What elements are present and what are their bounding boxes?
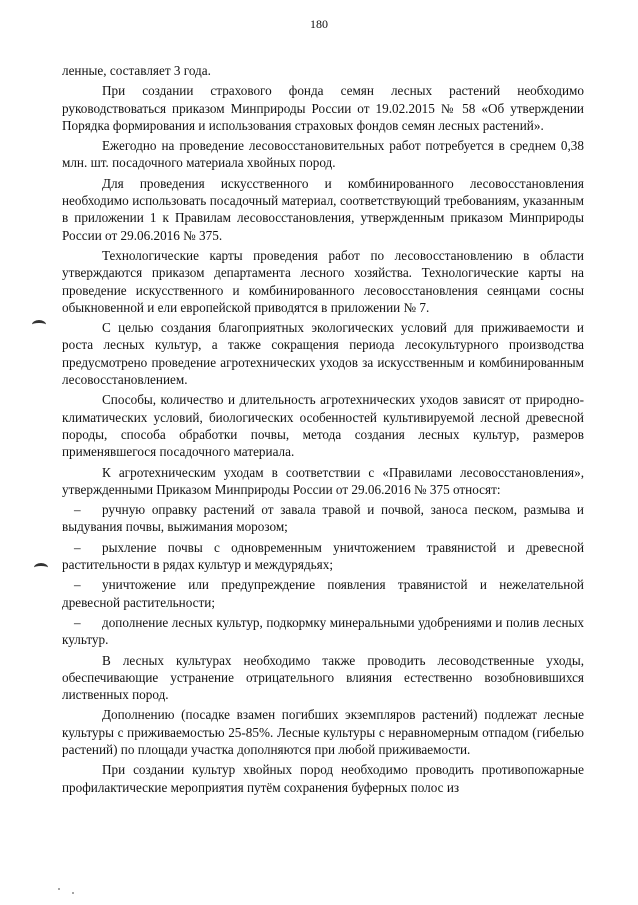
paragraph: ленные, составляет 3 года. <box>62 63 211 78</box>
list-dash: – <box>74 539 81 555</box>
paragraph: В лесных культурах необходимо также проводить лесоводственные уходы, обеспечивающие устранение отрицательного влияния естественно возобновившихся лиственных пород. <box>62 652 584 703</box>
paragraph: Способы, количество и длительность агротехнических уходов зависят от природно-климатических условий, биологических особенностей культивируемой лесной древесной породы, способа обработки почвы, метода создания лесных культур, размеров применявшегося посадочного материала. <box>62 392 584 460</box>
scan-artifact-mark <box>34 563 48 572</box>
document-body <box>62 62 584 799</box>
page-number: 180 <box>310 17 328 31</box>
paragraph: Дополнению (посадке взамен погибших экземпляров растений) подлежат лесные культуры с приживаемостью 25-85%. Лесные культуры с неравномерным отпадом (гибелью растений) по площади участка дополняются при любой приживаемости. <box>62 707 584 757</box>
list-item <box>62 539 584 574</box>
list-item-text: рыхление почвы с одновременным уничтожением травянистой и древесной растительности в рядах культур и междурядьях; <box>62 539 584 573</box>
paragraph: Ежегодно на проведение лесовосстановительных работ потребуется в среднем 0,38 млн. шт. посадочного материала хвойных пород. <box>62 138 584 171</box>
scan-artifact-mark <box>32 320 46 329</box>
paragraph: Технологические карты проведения работ по лесовосстановлению в области утверждаются приказом департамента лесного хозяйства. Технологические карты на проведение искусственного и комбинированного лесовосстановления сеянцами сосны обыкновенной и ели европейской приводятся в приложении № 7. <box>62 247 584 315</box>
list-dash: – <box>74 614 81 630</box>
list-dash: – <box>74 502 81 518</box>
list-item <box>62 501 584 536</box>
scan-dot <box>58 888 60 890</box>
paragraph: При создании страхового фонда семян лесных растений необходимо руководствоваться приказом Минприроды России от 19.02.2015 № 58 «Об утверждении Порядка формирования и использования страховых фондов семян лесных растений». <box>62 83 584 133</box>
paragraph: К агротехническим уходам в соответствии с «Правилами лесовосстановления», утвержденными Приказом Минприроды России от 29.06.2016 № 375 относят: <box>62 464 584 497</box>
paragraph: Для проведения искусственного и комбинированного лесовосстановления необходимо использовать посадочный материал, соответствующий требованиям, указанным в приложении 1 к Правилам лесовосстановления, утвержденным приказом Минприроды России от 29.06.2016 № 375. <box>62 175 584 243</box>
list-item-text: дополнение лесных культур, подкормку минеральными удобрениями и полив лесных культур. <box>62 614 584 648</box>
list-item <box>62 614 584 649</box>
list-item-text: ручную оправку растений от завала травой и почвой, заноса песком, размыва и выдувания почвы, выжимания морозом; <box>62 502 584 535</box>
list-item <box>62 576 584 611</box>
paragraph: При создании культур хвойных пород необходимо проводить противопожарные профилактические мероприятия путём сохранения буферных полос из <box>62 762 584 795</box>
list-item-text: уничтожение или предупреждение появления травянистой и нежелательной древесной растительности; <box>62 577 584 610</box>
scan-dot <box>72 892 74 894</box>
paragraph: С целью создания благоприятных экологических условий для приживаемости и роста лесных культур, а также сокращения периода лесокультурного производства предусмотрено проведение агротехнических уходов за искусственным и комбинированным лесовосстановлением. <box>62 320 584 388</box>
list-dash: – <box>74 577 81 593</box>
